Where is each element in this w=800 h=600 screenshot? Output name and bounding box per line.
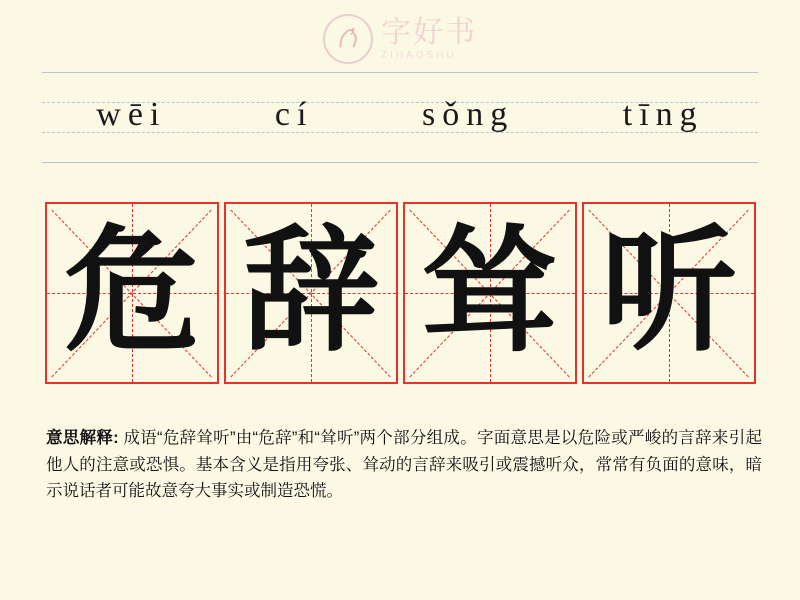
brand-logo <box>0 8 800 70</box>
pinyin-syllable-3: sǒng <box>422 96 515 133</box>
character-cell <box>45 202 219 384</box>
brand-text <box>381 15 477 61</box>
pinyin-row <box>42 72 758 164</box>
character-cell <box>582 202 756 384</box>
character-glyph: 耸 <box>422 218 558 368</box>
character-glyph: 辞 <box>243 218 379 368</box>
pinyin-syllable-2: cí <box>274 96 314 133</box>
explanation-label: 意思解释: <box>46 429 119 447</box>
character-glyph: 听 <box>601 218 737 368</box>
pinyin-syllable-1: wēi <box>96 96 167 133</box>
character-grid <box>45 202 756 384</box>
explanation-text: 成语“危辞耸听”由“危辞”和“耸听”两个部分组成。字面意思是以危险或严峻的言辞来引起他人的注意或恐惧。基本含义是指用夸张、耸动的言辞来吸引或震撼听众，常常有负面的意味，暗示说话者可能故意夸大事实或制造恐慌。 <box>46 429 762 501</box>
pinyin-syllable-4: tīng <box>622 96 704 133</box>
brand-name-en: ZIHAOSHU <box>381 49 457 61</box>
explanation-block <box>46 425 762 505</box>
pinyin-staff <box>42 72 758 164</box>
horse-seal-icon <box>323 14 373 64</box>
character-glyph: 危 <box>64 218 200 368</box>
character-cell <box>224 202 398 384</box>
character-cell <box>403 202 577 384</box>
brand-name-cn: 字好书 <box>381 15 477 49</box>
